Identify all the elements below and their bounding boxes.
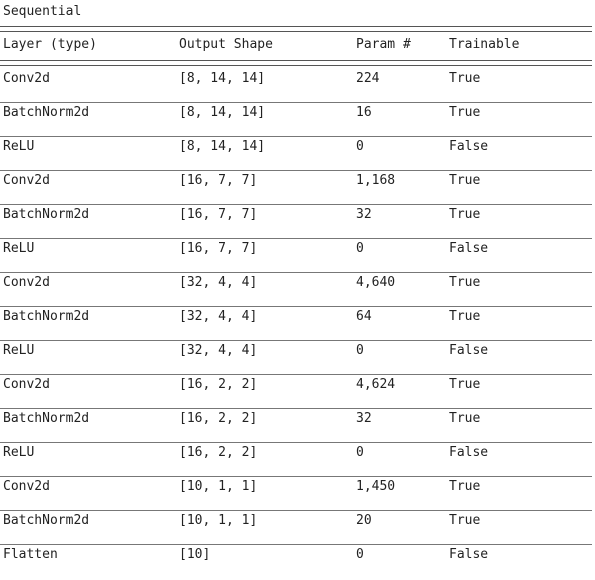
table-row <box>0 240 592 274</box>
trainable-cell: True <box>449 479 481 494</box>
table-row <box>0 70 592 104</box>
trainable-cell: True <box>449 173 481 188</box>
layer-type-cell: ReLU <box>3 139 35 154</box>
param-count-cell: 1,168 <box>356 173 396 188</box>
column-header-trainable: Trainable <box>449 37 520 52</box>
layer-type-cell: ReLU <box>3 241 35 256</box>
trainable-cell: False <box>449 445 489 460</box>
layer-type-cell: BatchNorm2d <box>3 207 90 222</box>
table-row <box>0 274 592 308</box>
row-divider <box>0 544 592 545</box>
param-count-cell: 0 <box>356 445 364 460</box>
param-count-cell: 32 <box>356 207 372 222</box>
layer-type-cell: Conv2d <box>3 377 50 392</box>
row-divider <box>0 442 592 443</box>
table-row <box>0 138 592 172</box>
table-row <box>0 546 592 580</box>
output-shape-cell: [32, 4, 4] <box>179 309 258 324</box>
table-row <box>0 444 592 478</box>
layer-type-cell: Conv2d <box>3 71 50 86</box>
column-header-param-count: Param # <box>356 37 411 52</box>
table-header <box>0 36 592 56</box>
param-count-cell: 16 <box>356 105 372 120</box>
trainable-cell: True <box>449 411 481 426</box>
row-divider <box>0 170 592 171</box>
output-shape-cell: [16, 2, 2] <box>179 377 258 392</box>
layer-type-cell: BatchNorm2d <box>3 411 90 426</box>
row-divider <box>0 374 592 375</box>
param-count-cell: 224 <box>356 71 380 86</box>
header-bottom-divider <box>0 60 592 66</box>
table-row <box>0 206 592 240</box>
layer-type-cell: Conv2d <box>3 173 50 188</box>
trainable-cell: True <box>449 309 481 324</box>
param-count-cell: 4,640 <box>356 275 396 290</box>
row-divider <box>0 306 592 307</box>
row-divider <box>0 408 592 409</box>
layer-type-cell: BatchNorm2d <box>3 105 90 120</box>
layer-type-cell: BatchNorm2d <box>3 309 90 324</box>
trainable-cell: True <box>449 377 481 392</box>
trainable-cell: True <box>449 513 481 528</box>
trainable-cell: False <box>449 241 489 256</box>
table-row <box>0 104 592 138</box>
layer-type-cell: BatchNorm2d <box>3 513 90 528</box>
trainable-cell: True <box>449 207 481 222</box>
output-shape-cell: [16, 2, 2] <box>179 411 258 426</box>
trainable-cell: False <box>449 139 489 154</box>
model-title: Sequential <box>3 4 82 19</box>
row-divider <box>0 272 592 273</box>
output-shape-cell: [16, 2, 2] <box>179 445 258 460</box>
table-row <box>0 376 592 410</box>
column-header-layer-type: Layer (type) <box>3 37 97 52</box>
param-count-cell: 64 <box>356 309 372 324</box>
output-shape-cell: [32, 4, 4] <box>179 275 258 290</box>
param-count-cell: 0 <box>356 547 364 562</box>
layer-type-cell: ReLU <box>3 343 35 358</box>
header-top-divider <box>0 26 592 32</box>
param-count-cell: 0 <box>356 139 364 154</box>
layer-type-cell: Flatten <box>3 547 58 562</box>
row-divider <box>0 204 592 205</box>
trainable-cell: True <box>449 275 481 290</box>
output-shape-cell: [10, 1, 1] <box>179 479 258 494</box>
param-count-cell: 0 <box>356 343 364 358</box>
table-row <box>0 410 592 444</box>
row-divider <box>0 340 592 341</box>
table-row <box>0 478 592 512</box>
row-divider <box>0 510 592 511</box>
param-count-cell: 32 <box>356 411 372 426</box>
row-divider <box>0 476 592 477</box>
trainable-cell: True <box>449 105 481 120</box>
column-header-output-shape: Output Shape <box>179 37 273 52</box>
output-shape-cell: [8, 14, 14] <box>179 105 266 120</box>
table-row <box>0 308 592 342</box>
layer-table-body <box>0 70 592 580</box>
param-count-cell: 4,624 <box>356 377 396 392</box>
table-row <box>0 342 592 376</box>
layer-type-cell: Conv2d <box>3 275 50 290</box>
output-shape-cell: [8, 14, 14] <box>179 71 266 86</box>
param-count-cell: 1,450 <box>356 479 396 494</box>
row-divider <box>0 102 592 103</box>
table-row <box>0 512 592 546</box>
table-row <box>0 172 592 206</box>
output-shape-cell: [10] <box>179 547 211 562</box>
output-shape-cell: [16, 7, 7] <box>179 207 258 222</box>
layer-type-cell: Conv2d <box>3 479 50 494</box>
param-count-cell: 20 <box>356 513 372 528</box>
output-shape-cell: [16, 7, 7] <box>179 173 258 188</box>
param-count-cell: 0 <box>356 241 364 256</box>
trainable-cell: True <box>449 71 481 86</box>
output-shape-cell: [8, 14, 14] <box>179 139 266 154</box>
trainable-cell: False <box>449 343 489 358</box>
layer-type-cell: ReLU <box>3 445 35 460</box>
output-shape-cell: [32, 4, 4] <box>179 343 258 358</box>
output-shape-cell: [10, 1, 1] <box>179 513 258 528</box>
trainable-cell: False <box>449 547 489 562</box>
output-shape-cell: [16, 7, 7] <box>179 241 258 256</box>
row-divider <box>0 238 592 239</box>
row-divider <box>0 136 592 137</box>
